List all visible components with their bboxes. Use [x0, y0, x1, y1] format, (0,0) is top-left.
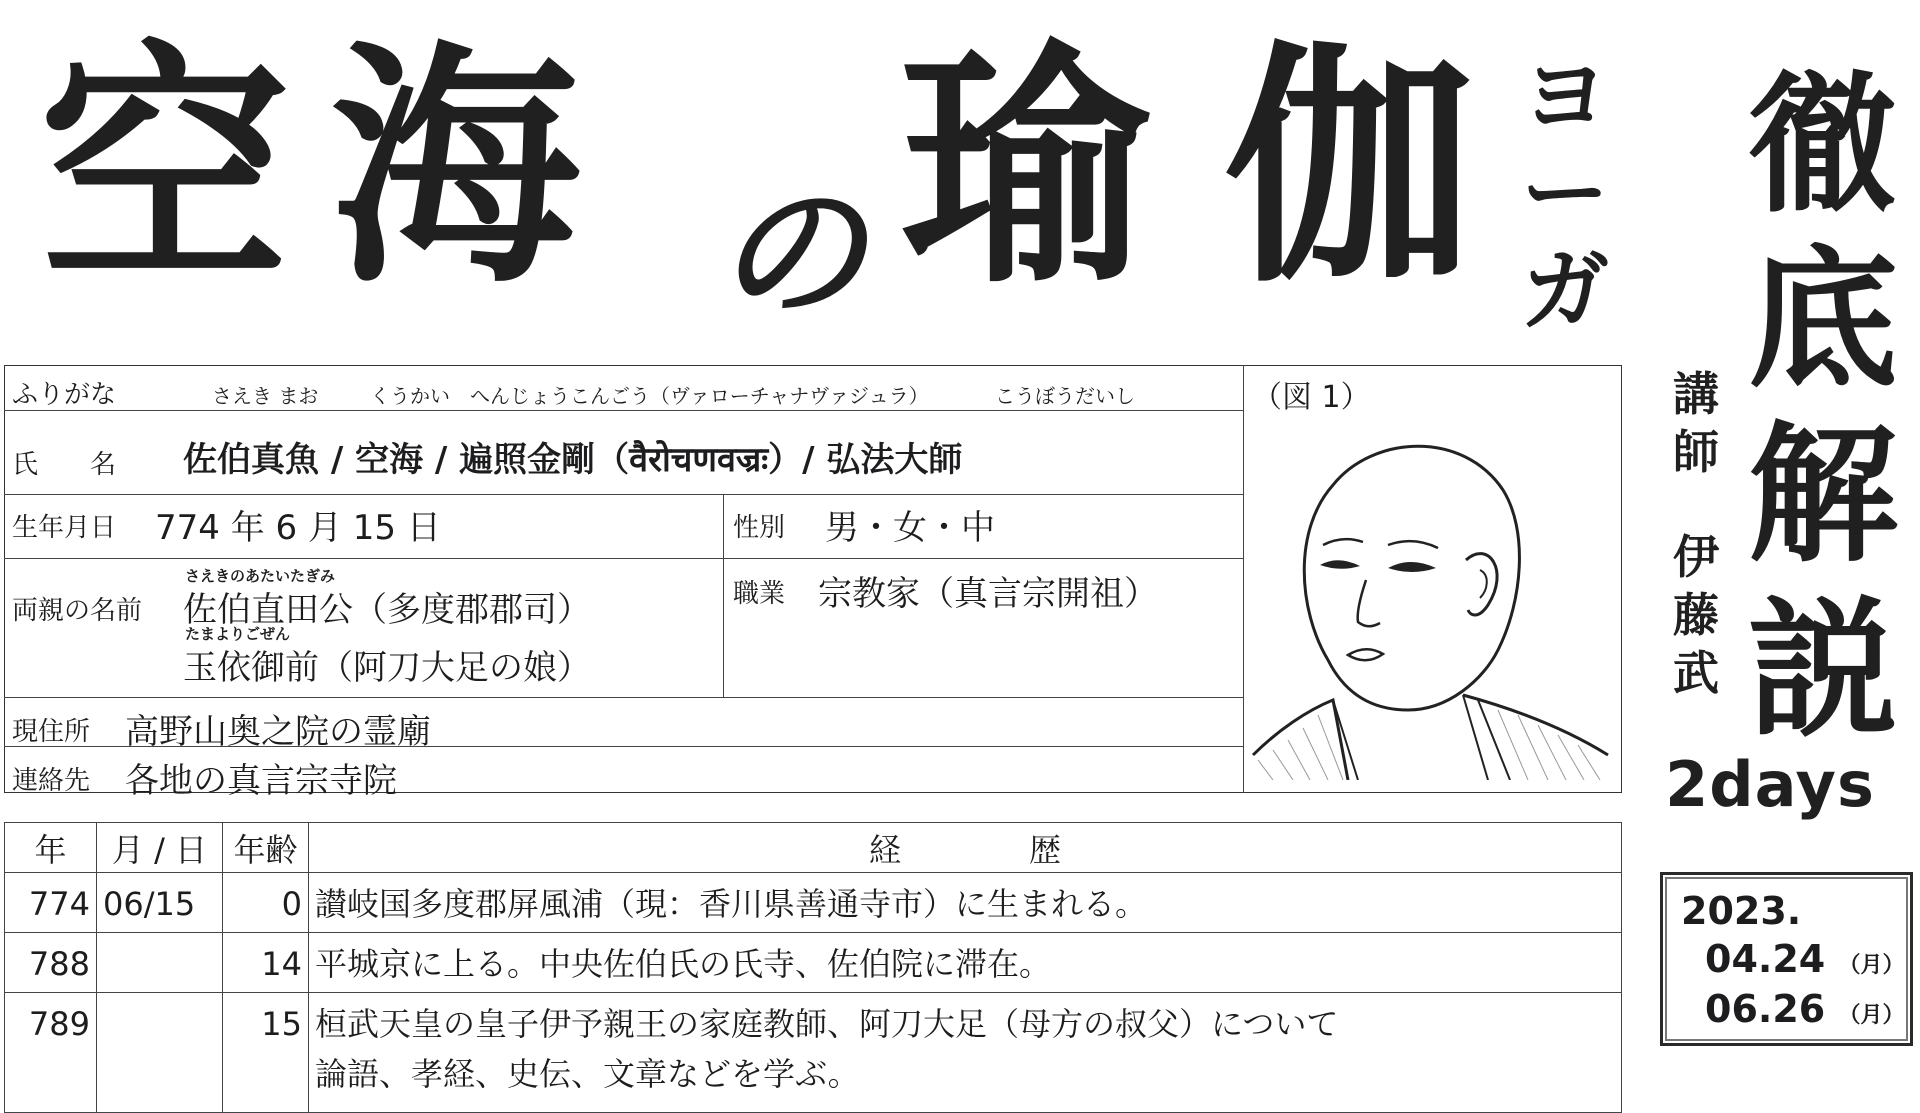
divider — [4, 558, 1244, 559]
kukai-portrait-illustration — [1248, 410, 1618, 780]
divider — [723, 494, 724, 697]
date-session-2-date: 06.26 — [1705, 987, 1826, 1031]
row-age: 15 — [223, 993, 309, 1113]
father-value: 佐伯直田公（多度郡郡司） — [183, 590, 591, 630]
name-label: 氏 名 — [12, 450, 117, 480]
lecturer-label-char-1: 講 — [1673, 367, 1719, 421]
subtitle-char-4: 説 — [1748, 582, 1899, 758]
row-history: 平城京に上る。中央佐伯氏の氏寺、佐伯院に滞在。 — [309, 933, 1622, 993]
table-row — [5, 873, 1622, 933]
contact-label: 連絡先 — [12, 766, 91, 796]
row-date: 06/15 — [97, 873, 223, 933]
job-value: 宗教家（真言宗開祖） — [818, 574, 1158, 614]
divider — [4, 410, 1244, 411]
lecturer-name-char-1: 伊 — [1673, 530, 1719, 584]
table-header-row — [5, 823, 1622, 873]
date-session-1-date: 04.24 — [1705, 937, 1826, 981]
title-char-4: 伽 — [1225, 17, 1475, 317]
lecturer-name-char-2: 藤 — [1673, 588, 1719, 642]
row-history — [309, 993, 1622, 1113]
name-value: 佐伯真魚 / 空海 / 遍照金剛（वैरोचणवज्रः）/ 弘法大師 — [183, 440, 963, 480]
history-table — [4, 822, 1622, 1113]
title-char-2: 海 — [330, 17, 580, 317]
row-history-line-2: 論語、孝経、史伝、文章などを学ぶ。 — [315, 1055, 860, 1093]
furigana-value: くうかい — [370, 384, 450, 408]
birth-label: 生年月日 — [12, 513, 117, 543]
table-row — [5, 993, 1622, 1113]
yoga-char-3: ガ — [1520, 239, 1609, 342]
divider — [1243, 365, 1244, 793]
sex-label: 性別 — [733, 513, 786, 543]
date-year: 2023. — [1681, 889, 1802, 933]
date-session-2 — [1705, 987, 1904, 1031]
subtitle-char-3: 解 — [1748, 407, 1899, 583]
column-header-history: 経 歴 — [309, 823, 1622, 873]
lecturer-label-char-2: 師 — [1673, 425, 1719, 479]
lecturer-name-char-3: 武 — [1673, 646, 1719, 700]
table-row — [5, 933, 1622, 993]
row-year: 789 — [5, 993, 97, 1113]
date-session-1 — [1705, 937, 1904, 981]
yoga-char-2: ー — [1520, 142, 1609, 245]
figure-label: （図 1） — [1252, 380, 1371, 415]
lecturer-label — [1666, 365, 1726, 481]
address-value: 高野山奥之院の霊廟 — [125, 712, 431, 752]
divider — [4, 494, 1244, 495]
row-date — [97, 993, 223, 1113]
job-label: 職業 — [733, 579, 786, 609]
row-history-line-1: 桓武天皇の皇子伊予親王の家庭教師、阿刀大足（母方の叔父）について — [315, 1005, 1339, 1043]
date-session-2-weekday: （月） — [1838, 1003, 1905, 1028]
row-age: 14 — [223, 933, 309, 993]
title-char-1: 空 — [40, 17, 290, 317]
parents-label: 両親の名前 — [12, 596, 143, 626]
furigana-value: こうぼうだいし — [995, 384, 1135, 408]
furigana-label: ふりがな — [12, 380, 117, 410]
sex-value: 男・女・中 — [825, 508, 995, 548]
lecturer-name — [1666, 528, 1726, 702]
column-header-date: 月 / 日 — [97, 823, 223, 873]
row-age: 0 — [223, 873, 309, 933]
subtitle-vertical — [1748, 57, 1899, 758]
birth-value: 774 年 6 月 15 日 — [155, 508, 441, 548]
row-year: 774 — [5, 873, 97, 933]
row-date — [97, 933, 223, 993]
contact-value: 各地の真言宗寺院 — [125, 761, 397, 801]
furigana-value: へんじょうこんごう（ヴァローチャナヴァジュラ） — [470, 384, 929, 408]
address-label: 現住所 — [12, 717, 91, 747]
subtitle-char-2: 底 — [1748, 232, 1899, 408]
yoga-char-1: ヨ — [1520, 45, 1609, 148]
father-ruby: さえきのあたいたぎみ — [185, 567, 336, 585]
subtitle-char-1: 徹 — [1748, 57, 1899, 233]
title-particle: の — [715, 165, 866, 341]
date-box — [1660, 872, 1913, 1046]
row-history: 讃岐国多度郡屏風浦（現：香川県善通寺市）に生まれる。 — [309, 873, 1622, 933]
column-header-age: 年齢 — [223, 823, 309, 873]
column-header-year: 年 — [5, 823, 97, 873]
yoga-reading — [1520, 45, 1610, 342]
mother-ruby: たまよりごぜん — [185, 625, 291, 643]
furigana-value: さえき まお — [212, 384, 319, 408]
title-char-3: 瑜 — [900, 17, 1150, 317]
divider — [4, 697, 1244, 698]
days-label: 2days — [1665, 748, 1875, 821]
mother-value: 玉依御前（阿刀大足の娘） — [183, 648, 591, 688]
date-session-1-weekday: （月） — [1838, 953, 1905, 978]
row-year: 788 — [5, 933, 97, 993]
